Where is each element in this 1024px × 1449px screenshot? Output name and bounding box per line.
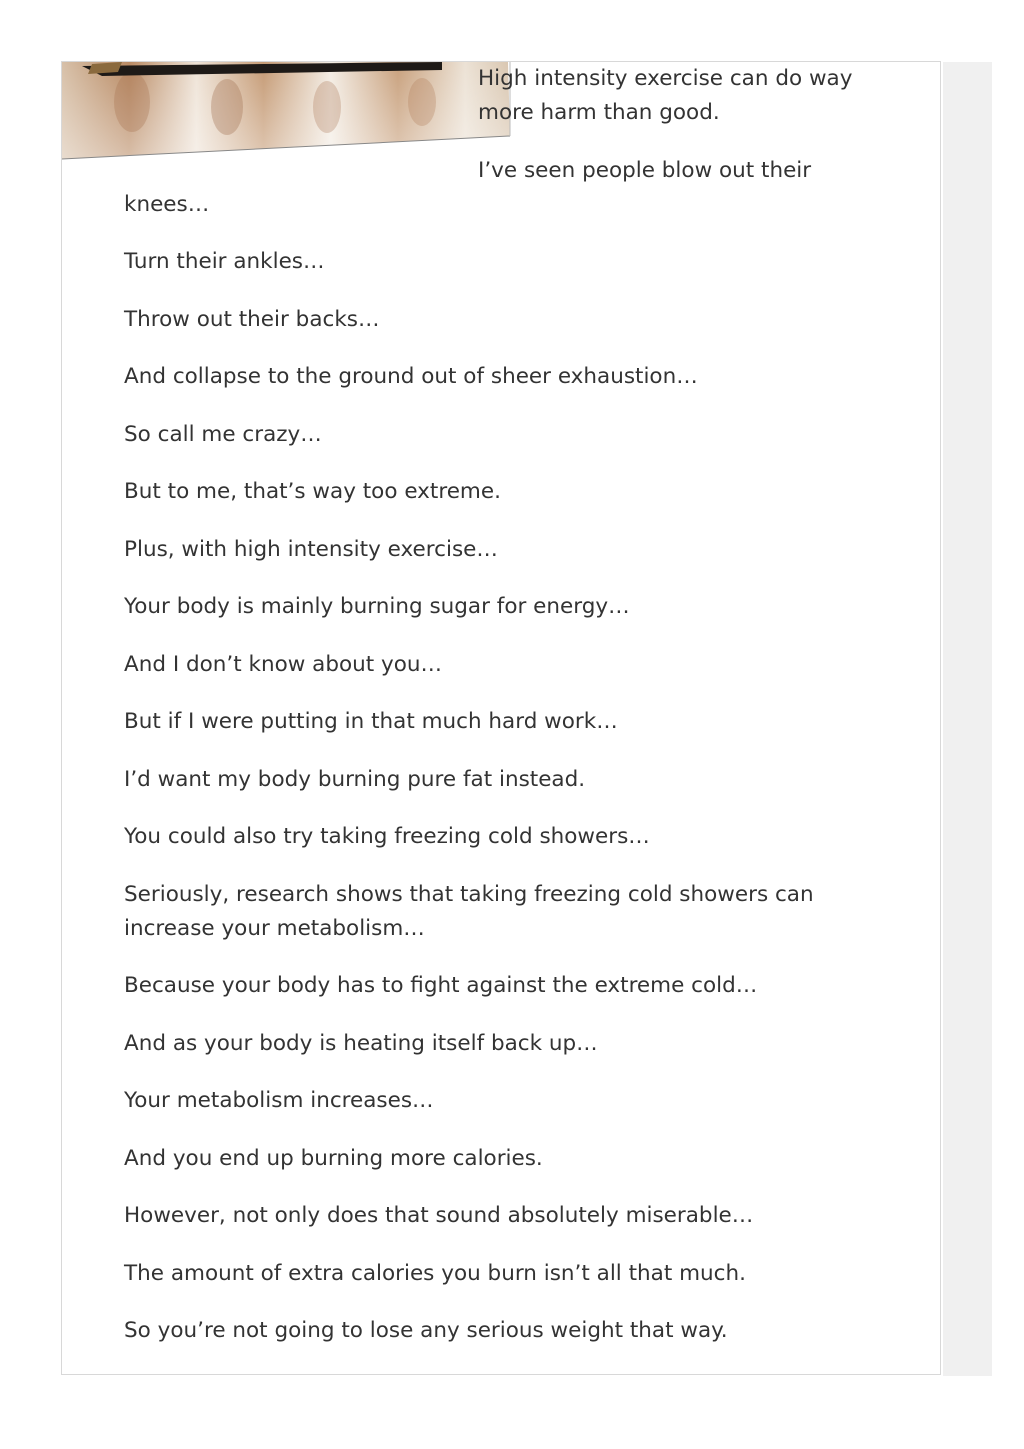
paragraph: I’ve seen people blow out their knees…	[124, 157, 812, 217]
paragraph: I’d want my body burning pure fat instead.	[124, 766, 586, 792]
image-float-spacer	[62, 62, 478, 162]
paragraph: The amount of extra calories you burn isn’t all that much.	[124, 1260, 746, 1286]
paragraph: So call me crazy…	[124, 421, 322, 447]
paragraph: And as your body is heating itself back up…	[124, 1030, 598, 1056]
paragraph: Because your body has to fight against the extreme cold…	[124, 973, 758, 998]
paragraph: And you end up burning more calories.	[124, 1145, 543, 1171]
paragraph: Your metabolism increases…	[124, 1088, 434, 1113]
paragraph: Turn their ankles…	[124, 249, 325, 274]
paragraph: But if I were putting in that much hard work…	[124, 709, 618, 734]
paragraph: However, not only does that sound absolutely miserable…	[124, 1203, 754, 1228]
paragraph: Throw out their backs…	[124, 306, 380, 332]
paragraph: So you’re not going to lose any serious weight that way.	[124, 1318, 728, 1343]
paragraph: You could also try taking freezing cold showers…	[124, 824, 650, 849]
article-body	[124, 62, 884, 1372]
paragraph: Your body is mainly burning sugar for energy…	[124, 594, 630, 619]
paragraph: And I don’t know about you…	[124, 651, 443, 677]
paragraph: Plus, with high intensity exercise…	[124, 536, 498, 562]
paragraph: And collapse to the ground out of sheer exhaustion…	[124, 364, 698, 389]
paragraph: High intensity exercise can do way more harm than good.	[478, 66, 853, 125]
paragraph: But to me, that’s way too extreme.	[124, 479, 501, 504]
right-sidebar-strip	[943, 62, 992, 1376]
paragraph: Seriously, research shows that taking freezing cold showers can increase your metabolism…	[124, 881, 814, 941]
article-card	[61, 61, 941, 1375]
